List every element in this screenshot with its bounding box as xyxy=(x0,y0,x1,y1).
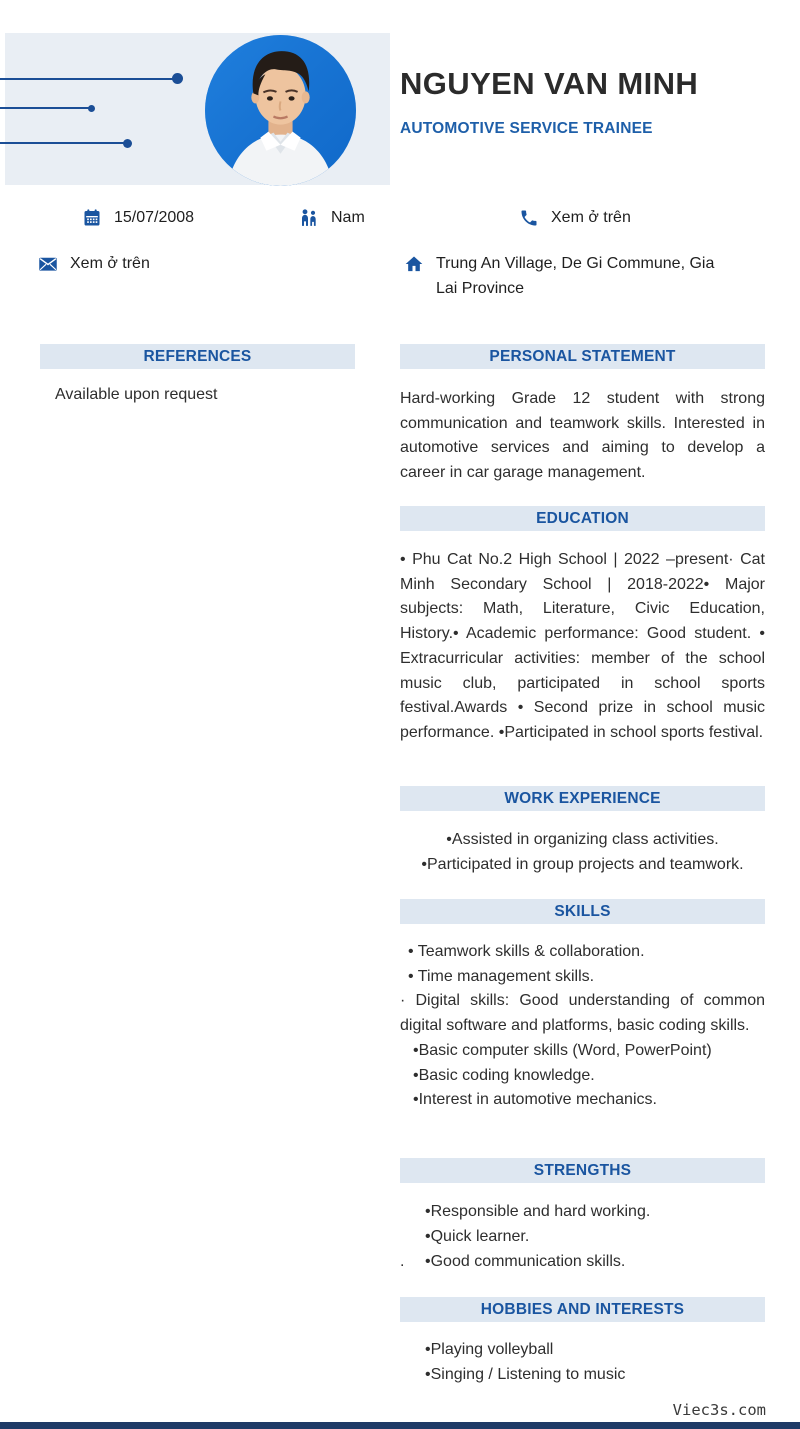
section-header-skills: SKILLS xyxy=(400,899,765,924)
contact-phone xyxy=(519,206,631,231)
hobbies-item: •Singing / Listening to music xyxy=(425,1365,626,1383)
dob-value: 15/07/2008 xyxy=(114,209,195,226)
calendar-icon xyxy=(82,208,102,228)
gender-value: Nam xyxy=(331,209,365,226)
references-body: Available upon request xyxy=(55,386,218,403)
section-header-work-experience: WORK EXPERIENCE xyxy=(400,786,765,811)
profile-photo xyxy=(205,35,356,186)
skills-item: • Teamwork skills & collaboration. xyxy=(408,943,645,960)
section-header-personal-statement: PERSONAL STATEMENT xyxy=(400,344,765,369)
email-value: Xem ở trên xyxy=(70,255,150,272)
skills-paragraph: · Digital skills: Good understanding of common digital software and platforms, basic coding skills. xyxy=(400,992,765,1035)
candidate-title: AUTOMOTIVE SERVICE TRAINEE xyxy=(400,120,653,137)
personal-statement-body: Hard-working Grade 12 student with strong communication and teamwork skills. Interested in automotive services and aiming to develop a career in car garage management. xyxy=(400,390,765,482)
decorative-dot-2 xyxy=(88,105,95,112)
envelope-icon xyxy=(38,254,58,274)
section-header-education: EDUCATION xyxy=(400,506,765,531)
decorative-dot-3 xyxy=(123,139,132,148)
contact-gender xyxy=(299,206,365,231)
contact-dob xyxy=(82,206,194,231)
skills-item: • Time management skills. xyxy=(408,967,595,985)
phone-value: Xem ở trên xyxy=(551,209,631,226)
strengths-item: . •Good communication skills. xyxy=(400,1250,765,1275)
work-experience-item: •Assisted in organizing class activities. xyxy=(446,831,719,848)
decorative-line-3 xyxy=(0,142,126,144)
stray-period: . xyxy=(400,1252,405,1270)
hobbies-body xyxy=(400,1338,765,1387)
work-experience-item: •Participated in group projects and teamwork. xyxy=(421,855,744,873)
watermark: Viec3s.com xyxy=(672,1401,766,1419)
bottom-rule xyxy=(0,1422,800,1429)
address-value: Trung An Village, De Gi Commune, Gia Lai Province xyxy=(436,255,715,297)
section-header-hobbies: HOBBIES AND INTERESTS xyxy=(400,1297,765,1322)
contact-address xyxy=(404,252,726,301)
profile-photo-illustration xyxy=(205,35,356,186)
decorative-line-2 xyxy=(0,107,90,109)
candidate-name: NGUYEN VAN MINH xyxy=(400,66,699,101)
section-header-references: REFERENCES xyxy=(40,344,355,369)
education-body: • Phu Cat No.2 High School | 2022 –present· Cat Minh Secondary School | 2018-2022• Major subjects: Math, Literature, Civic Education, History.• Academic performance: Good student. • Extracurricular activities: member of the school music club, participated in school sports festival.Awards • Second prize in school music performance. •Participated in school sports festival. xyxy=(400,551,765,741)
skills-item: •Basic computer skills (Word, PowerPoint) xyxy=(413,1041,712,1059)
strengths-item: •Responsible and hard working. xyxy=(425,1203,651,1220)
phone-icon xyxy=(519,208,539,228)
strengths-item: •Quick learner. xyxy=(425,1227,530,1245)
contact-email xyxy=(38,252,150,277)
strengths-body xyxy=(400,1200,765,1275)
decorative-line-1 xyxy=(0,78,176,80)
people-icon xyxy=(299,208,319,228)
skills-item: •Basic coding knowledge. xyxy=(413,1066,595,1084)
skills-item: •Interest in automotive mechanics. xyxy=(413,1091,657,1109)
section-header-strengths: STRENGTHS xyxy=(400,1158,765,1183)
work-experience-body xyxy=(400,828,765,877)
skills-body xyxy=(400,940,765,1113)
hobbies-item: •Playing volleyball xyxy=(425,1341,554,1358)
home-icon xyxy=(404,254,424,274)
